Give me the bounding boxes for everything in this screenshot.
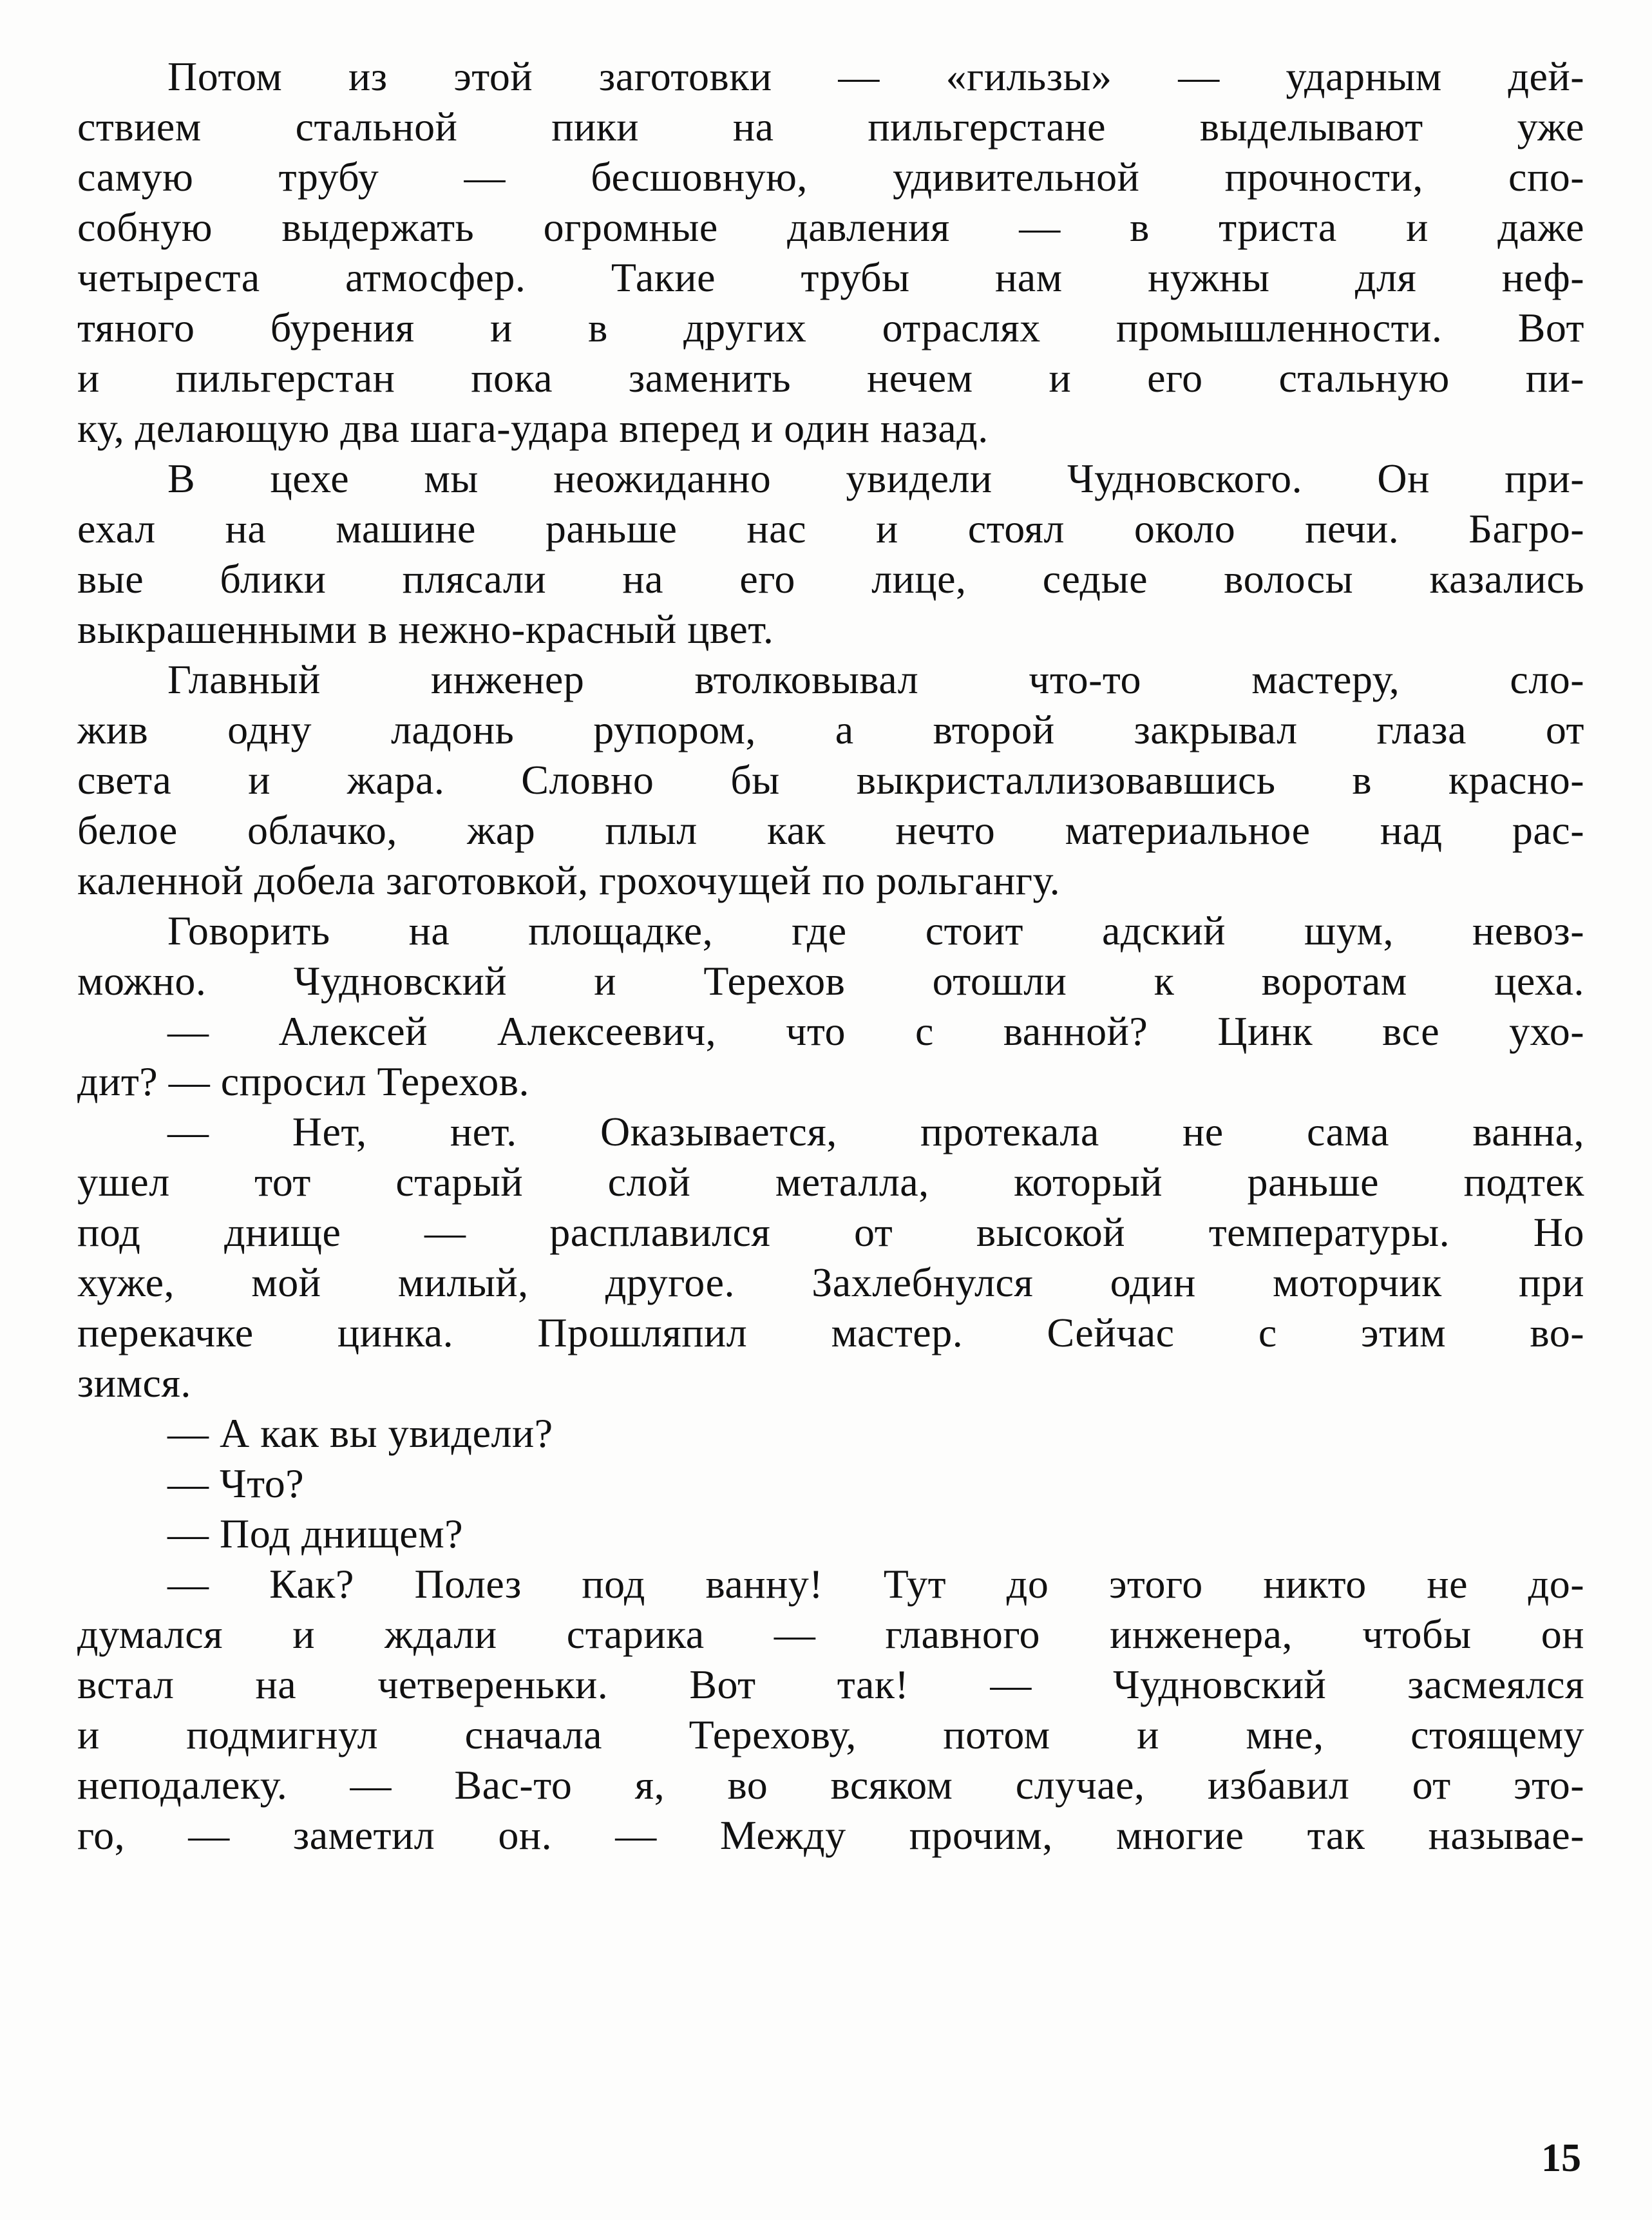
page-number: 15 — [1541, 2136, 1581, 2180]
text-line: тяного бурения и в других отраслях промышленности. Вот — [77, 305, 1584, 350]
text-line: четыреста атмосфер. Такие трубы нам нужны для неф- — [77, 254, 1584, 300]
text-line: дит? — спросил Терехов. — [77, 1058, 529, 1104]
text-line: можно. Чудновский и Терехов отошли к воротам цеха. — [77, 958, 1584, 1004]
text-line: каленной добела заготовкой, грохочущей по рольгангу. — [77, 857, 1061, 903]
text-line: Потом из этой заготовки — «гильзы» — ударным дей- — [167, 53, 1584, 99]
text-line: самую трубу — бесшовную, удивительной прочности, спо- — [77, 154, 1584, 200]
text-line: света и жара. Словно бы выкристаллизовавшись в красно- — [77, 757, 1584, 803]
text-line: ку, делающую два шага-удара вперед и один назад. — [77, 405, 989, 451]
text-line: и пильгерстан пока заменить нечем и его стальную пи- — [77, 355, 1584, 401]
text-line: белое облачко, жар плыл как нечто материальное над рас- — [77, 807, 1584, 853]
text-line: выкрашенными в нежно-красный цвет. — [77, 606, 774, 652]
text-line: жив одну ладонь рупором, а второй закрывал глаза от — [77, 707, 1584, 752]
text-line: ствием стальной пики на пильгерстане выделывают уже — [77, 104, 1584, 149]
text-line: хуже, мой милый, другое. Захлебнулся один моторчик при — [77, 1259, 1584, 1305]
text-line: встал на четвереньки. Вот так! — Чудновский засмеялся — [77, 1661, 1584, 1707]
text-line: Говорить на площадке, где стоит адский шум, невоз- — [167, 908, 1584, 953]
text-line: — Что? — [167, 1460, 305, 1506]
text-line: неподалеку. — Вас-то я, во всяком случае, избавил от это- — [77, 1762, 1584, 1808]
text-line: под днище — расплавился от высокой температуры. Но — [77, 1209, 1584, 1255]
text-line: перекачке цинка. Прошляпил мастер. Сейчас с этим во- — [77, 1310, 1584, 1355]
text-line: вые блики плясали на его лице, седые волосы казались — [77, 556, 1584, 602]
text-line: думался и ждали старика — главного инженера, чтобы он — [77, 1611, 1584, 1657]
text-line: зимся. — [77, 1360, 191, 1406]
text-line: — Как? Полез под ванну! Тут до этого никто не до- — [167, 1561, 1584, 1607]
text-line: собную выдержать огромные давления — в триста и даже — [77, 204, 1584, 250]
body-text — [77, 52, 1584, 1861]
text-line: и подмигнул сначала Терехову, потом и мне, стоящему — [77, 1712, 1584, 1757]
text-line: ехал на машине раньше нас и стоял около печи. Багро- — [77, 506, 1584, 551]
text-line: В цехе мы неожиданно увидели Чудновского. Он при- — [167, 455, 1584, 501]
text-line: го, — заметил он. — Между прочим, многие так называе- — [77, 1812, 1584, 1858]
text-line: — Алексей Алексеевич, что с ванной? Цинк все ухо- — [167, 1008, 1584, 1054]
text-line: ушел тот старый слой металла, который раньше подтек — [77, 1159, 1584, 1205]
text-line: Главный инженер втолковывал что-то мастеру, сло- — [167, 656, 1584, 702]
text-line: — А как вы увидели? — [167, 1410, 553, 1456]
text-line: — Под днищем? — [167, 1511, 464, 1556]
text-line: — Нет, нет. Оказывается, протекала не сама ванна, — [167, 1109, 1584, 1154]
